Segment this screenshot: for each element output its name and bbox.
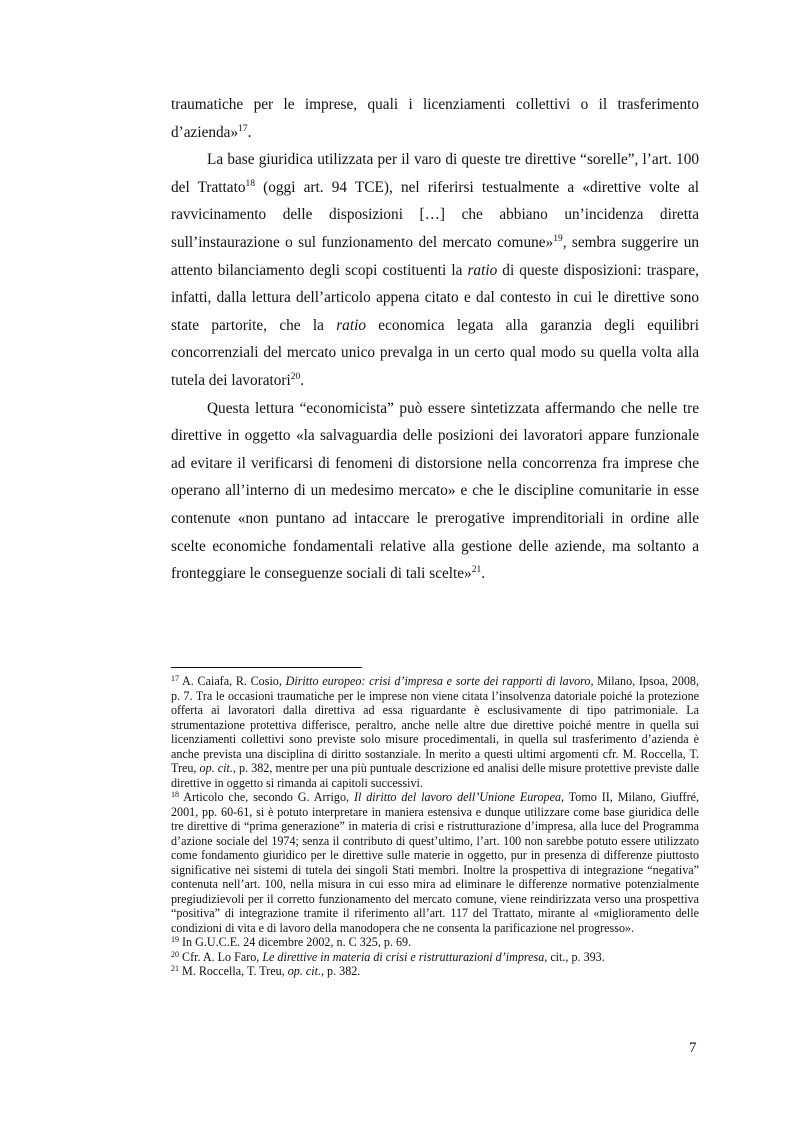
footnote-italic: op. cit. [199,761,233,775]
paragraph-text: . [247,123,252,141]
page-number: 7 [689,1040,697,1056]
paragraph-text: La base giuridica utilizzata per il varo di queste tre direttive “sorelle”, l’art. 100 del Trattato [171,151,699,196]
footnote-italic: Diritto europeo: crisi d’impresa e sorte dei rapporti di lavoro [285,674,591,688]
paragraph-text: Questa lettura “economicista” può essere sintetizzata affermando che nelle tre direttive in oggetto «la salvaguardia delle posizioni dei lavoratori appare funzionale ad evitare il verificarsi di fenomeni di distorsione nella concorrenza fra imprese che operano all’interno di un medesimo mercato» e che le discipline comunitarie in esse contenute «non puntano ad intaccare le prerogative imprenditoriali in ordine alle scelte economiche fondamentali relative alla gestione delle aziende, ma soltanto a fronteggiare le conseguenze sociali di tali scelte» [171,399,699,583]
footnote-21 [171,964,699,979]
paragraph-text: . [300,371,305,389]
footnote-text: , p. 382. [321,964,361,978]
paragraph-text: . [481,565,486,583]
footnote-20 [171,950,699,965]
footnote-text: , Tomo II, Milano, Giuffré, 2001, pp. 60-61, si è potuto interpretare in maniera estensiva e dunque utilizzare come base giuridica delle tre direttive di “prima generazione” in materia di crisi e ristrutturazione d’impresa, alla luce del Programma d’azione sociale del 1974; senza il contributo di quest’ultimo, l’art. 100 non sarebbe potuto essere utilizzato come fondamento giuridico per le direttive sulle materie in oggetto, pur in presenza di differenze piuttosto significative nei sistemi di tutela dei singoli Stati membri. Inoltre la prospettiva di integrazione “negativa” contenuta nell’art. 100, nella misura in cui esso mira ad eliminare le differenze normative potenzialmente pregiudizievoli per il corretto funzionamento del mercato comune, viene reindirizzata verso una prospettiva “positiva” di integrazione tramite il riferimento all’art. 117 del Trattato, mirante al «miglioramento delle condizioni di vita e di lavoro della manodopera che ne consenta la parificazione nel progresso». [171,790,699,935]
footnote-18 [171,790,699,935]
footnote-text: Cfr. A. Lo Faro, [179,949,263,964]
footnote-number: 19 [171,935,179,944]
footnote-text: M. Roccella, T. Treu, [179,964,288,978]
italic-term: ratio [467,261,498,279]
footnote-number: 17 [171,674,179,683]
footnote-number: 21 [171,964,179,973]
paragraph-text: economica legata alla garanzia degli equilibri concorrenziali del mercato unico prevalga in un certo qual modo su quella volta alla tutela dei lavoratori [171,316,699,389]
footnote-text: In G.U.C.E. 24 dicembre 2002, n. C 325, p. 69. [179,935,412,949]
footnote-text: A. Caiafa, R. Cosio, [179,674,286,688]
footnote-ref: 17 [238,123,248,134]
footnote-number: 18 [171,790,179,799]
footnote-italic: Le direttive in materia di crisi e ristrutturazioni d’impresa [262,949,545,964]
footnote-ref: 19 [553,233,563,244]
footnote-17 [171,674,699,790]
body-text [171,91,699,588]
footnote-19 [171,935,699,950]
paragraph-3 [171,395,699,588]
footnote-separator [171,667,362,668]
italic-term: ratio [336,316,366,334]
paragraph-1 [171,91,699,146]
footnote-ref: 20 [290,371,301,382]
paragraph-text: traumatiche per le imprese, quali i licenziamenti collettivi o il trasferimento d’azienda» [171,96,699,141]
footnote-ref: 18 [245,178,255,189]
footnote-text: , cit., p. 393. [544,949,605,964]
footnote-text: , Milano, Ipsoa, 2008, p. 7. Tra le occasioni traumatiche per le imprese non viene citata l’insolvenza datoriale poiché la protezione offerta ai lavoratori dalla direttiva ad essa riguardante è esclusivamente di tipo patrimoniale. La strumentazione protettiva differisce, peraltro, anche nelle altre due direttive poiché mentre in quella sui licenziamenti collettivi sono previste solo misure procedimentali, in quella sul trasferimento d’azienda è anche prevista una disciplina di diritto sostanziale. In merito a questi ultimi argomenti cfr. M. Roccella, T. Treu, [171,674,699,775]
paragraph-text: (oggi art. 94 TCE), nel riferirsi testualmente a «direttive volte al ravvicinamento delle disposizioni […] che abbiano un’incidenza diretta sull’instaurazione o sul funzionamento del mercato comune» [171,178,699,251]
paragraph-text: di queste disposizioni: traspare, infatti, dalla lettura dell’articolo appena citato e dal contesto in cui le direttive sono state partorite, che la [171,261,699,334]
footnote-italic: Il diritto del lavoro dell’Unione Europea [353,790,562,804]
footnote-ref: 21 [471,565,482,576]
footnote-italic: op. cit. [287,964,321,978]
footnote-text: Articolo che, secondo G. Arrigo, [179,790,354,804]
footnotes [171,674,699,979]
footnote-number: 20 [171,949,179,959]
footnote-text: , p. 382, mentre per una più puntuale descrizione ed analisi delle misure protettive previste dalle direttive in oggetto si rimanda ai capitoli successivi. [171,761,699,790]
paragraph-text: , sembra suggerire un attento bilanciamento degli scopi costituenti la [171,233,699,279]
paragraph-2 [171,146,699,394]
